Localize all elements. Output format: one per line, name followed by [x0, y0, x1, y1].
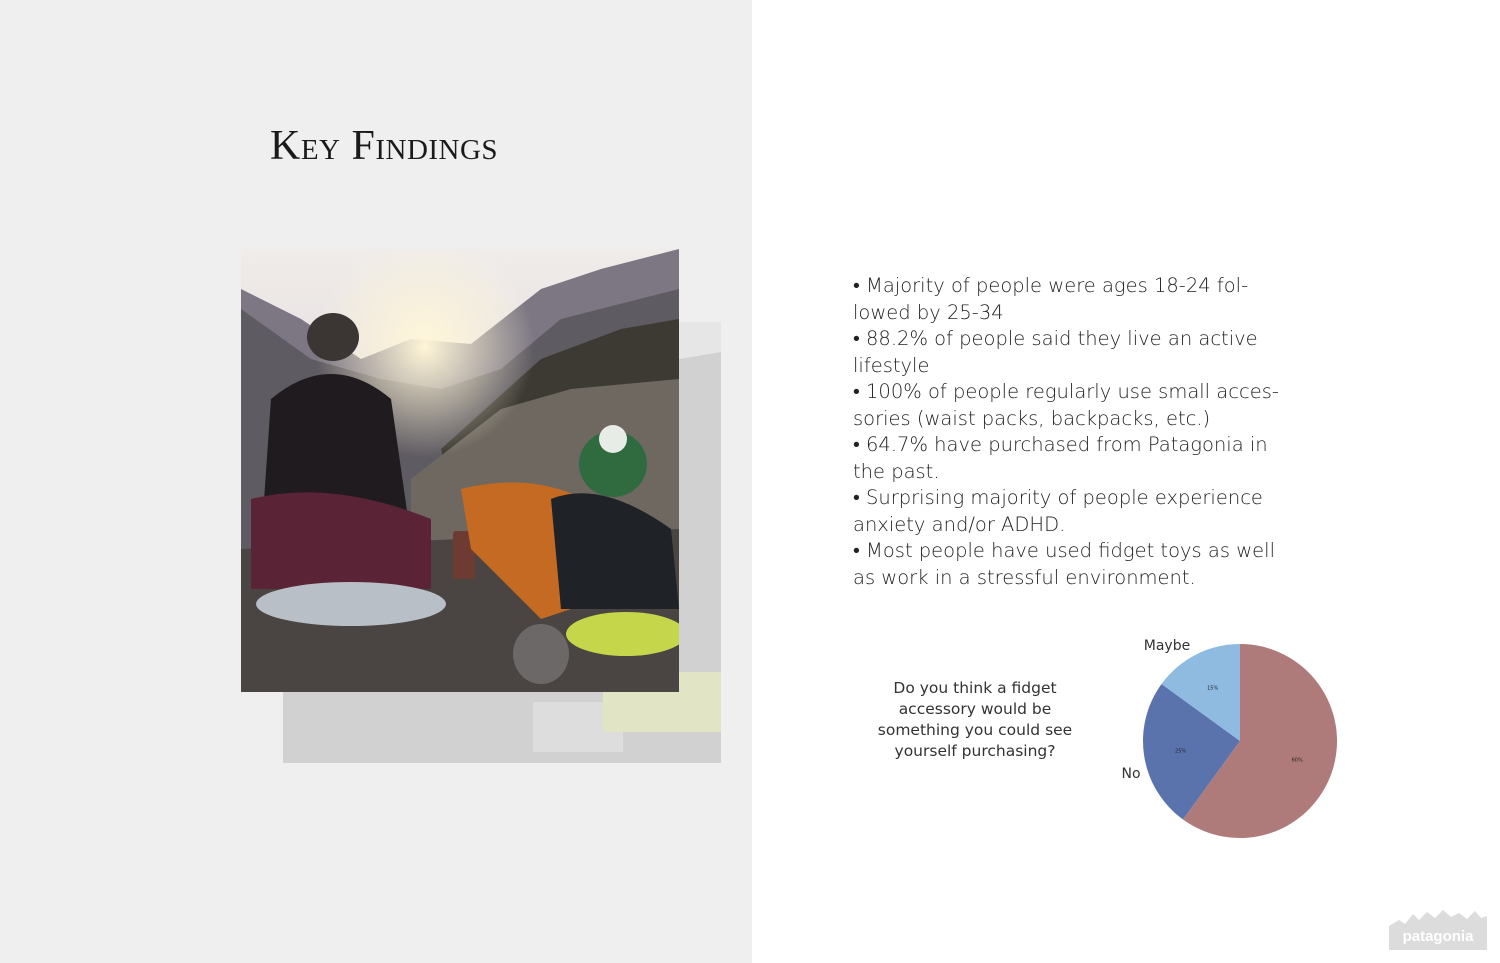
page-title: Key Findings — [270, 123, 499, 169]
pie-value-label: 25% — [1175, 748, 1187, 755]
patagonia-logo — [1389, 908, 1487, 950]
logo-text: patagonia — [1402, 928, 1474, 945]
pie-value-label: 60% — [1291, 757, 1303, 764]
finding-item: • 88.2% of people said they live an active lifestyle — [853, 327, 1258, 377]
campers-photo — [241, 249, 679, 692]
finding-item: • Most people have used fidget toys as well as work in a stressful environment. — [853, 539, 1275, 589]
pie-chart — [1100, 630, 1350, 850]
pie-category-label: No — [1121, 766, 1141, 782]
pie-value-label: 15% — [1207, 685, 1219, 692]
finding-item: • 64.7% have purchased from Patagonia in the past. — [853, 433, 1268, 483]
findings-list — [853, 273, 1293, 591]
pie-category-label: Maybe — [1143, 638, 1191, 654]
finding-item: • Surprising majority of people experience anxiety and/or ADHD. — [853, 486, 1263, 536]
finding-item: • Majority of people were ages 18-24 fol-lowed by 25-34 — [853, 274, 1249, 324]
chart-question: Do you think a fidget accessory would be something you could see yourself purchasing? — [877, 679, 1073, 760]
finding-item: • 100% of people regularly use small acces-sories (waist packs, backpacks, etc.) — [853, 380, 1279, 430]
